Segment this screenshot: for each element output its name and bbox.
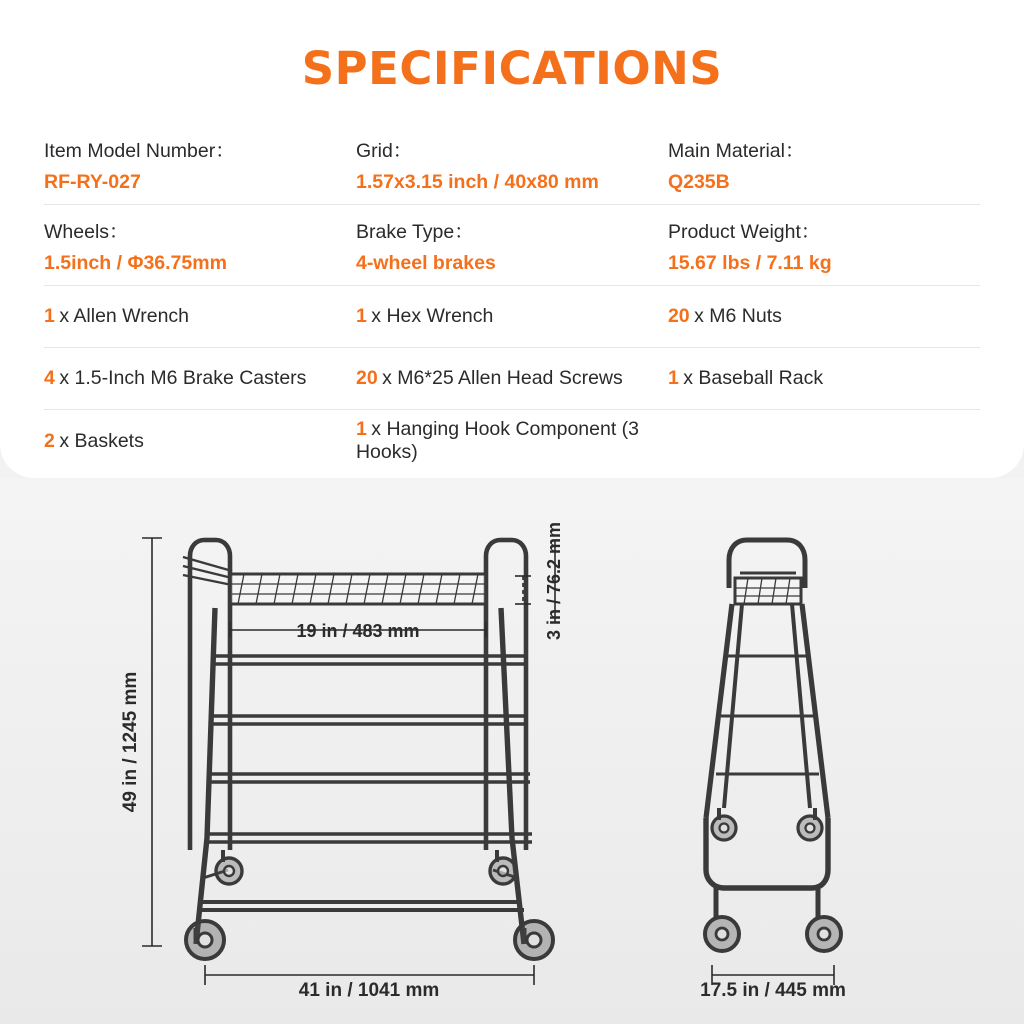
left-upright-inner: [216, 540, 230, 850]
table-row: [44, 410, 980, 472]
spec-quantity: 1: [355, 418, 367, 440]
spec-cell: [44, 430, 356, 453]
right-leg: [501, 608, 524, 944]
left-upright: [190, 540, 204, 850]
spec-value: RF-RY-027: [44, 171, 141, 194]
spec-cell: [356, 305, 668, 328]
spec-item-name: x M6 Nuts: [694, 305, 782, 327]
spec-value: 1.57x3.15 inch / 40x80 mm: [355, 171, 599, 194]
spec-quantity: 20: [667, 305, 690, 327]
dimension-label-side-width: 17.5 in / 445 mm: [700, 980, 846, 1001]
spec-cell: [668, 124, 980, 204]
spec-quantity: 2: [44, 429, 55, 452]
right-upright: [512, 540, 526, 850]
caster-front-left: [186, 921, 224, 959]
spec-cell: [668, 205, 980, 285]
table-row: [44, 205, 980, 286]
side-caster-lower-right: [807, 888, 841, 951]
spec-label: Item Model Number：: [44, 140, 235, 162]
spec-label: Brake Type：: [355, 221, 474, 243]
side-upright-front: [706, 604, 732, 818]
spec-cell: [356, 205, 668, 285]
specifications-table: [44, 124, 980, 472]
left-leg: [196, 608, 215, 944]
spec-cell: [668, 367, 980, 390]
front-view-drawing: [183, 540, 553, 959]
spec-item-name: x Hex Wrench: [371, 305, 494, 327]
spec-label: Grid：: [355, 140, 413, 162]
shelf-rails: [206, 656, 532, 842]
table-row: [44, 286, 980, 348]
table-row: [44, 124, 980, 205]
spec-item-name: x Baskets: [59, 429, 144, 452]
caster-front-right: [515, 921, 553, 959]
spec-cell: [668, 305, 980, 328]
spec-item-name: x Baseball Rack: [683, 367, 824, 389]
spec-label: Product Weight：: [667, 221, 821, 243]
specifications-card: [0, 0, 1024, 478]
spec-value: 1.5inch / Φ36.75mm: [44, 252, 227, 275]
spec-item-name: x 1.5-Inch M6 Brake Casters: [59, 367, 307, 389]
right-upright-inner: [486, 540, 500, 850]
spec-quantity: 1: [667, 367, 679, 389]
spec-quantity: 20: [355, 367, 378, 389]
product-dimension-diagram: [0, 478, 1024, 1024]
spec-quantity: 4: [44, 367, 55, 389]
dimension-label-basket-width: 19 in / 483 mm: [296, 621, 420, 641]
side-basket: [735, 578, 801, 604]
spec-cell: [356, 124, 668, 204]
dimension-label-front-height: 49 in / 1245 mm: [120, 671, 141, 813]
spec-label: Wheels：: [44, 221, 129, 243]
side-view-drawing: [705, 540, 841, 951]
top-basket: [230, 574, 486, 604]
spec-cell: [356, 418, 668, 464]
side-caster-lower-left: [705, 888, 739, 951]
spec-item-name: x Hanging Hook Component (3 Hooks): [355, 418, 640, 463]
diagram-svg: [0, 478, 1024, 1024]
spec-value: 15.67 lbs / 7.11 kg: [667, 252, 832, 275]
table-row: [44, 348, 980, 410]
spec-value: 4-wheel brakes: [355, 252, 496, 275]
side-caster-upper-right: [798, 808, 822, 840]
page-title: SPECIFICATIONS: [301, 42, 723, 95]
spec-quantity: 1: [355, 305, 367, 327]
side-upright-rear: [802, 604, 828, 818]
spec-item-name: x M6*25 Allen Head Screws: [382, 367, 623, 389]
spec-cell: [44, 124, 356, 204]
spec-cell: [44, 305, 356, 328]
caster-rear-left: [216, 850, 242, 884]
spec-label: Main Material：: [667, 140, 805, 162]
dimension-label-basket-height: 3 in / 76.2 mm: [544, 521, 564, 641]
dimension-label-front-width: 41 in / 1041 mm: [298, 980, 440, 1001]
spec-quantity: 1: [44, 305, 55, 327]
spec-item-name: x Allen Wrench: [59, 305, 190, 327]
spec-cell: [44, 367, 356, 390]
side-caster-upper-left: [712, 808, 736, 840]
spec-cell: [356, 367, 668, 390]
spec-cell: [44, 205, 356, 285]
spec-value: Q235B: [667, 171, 730, 194]
